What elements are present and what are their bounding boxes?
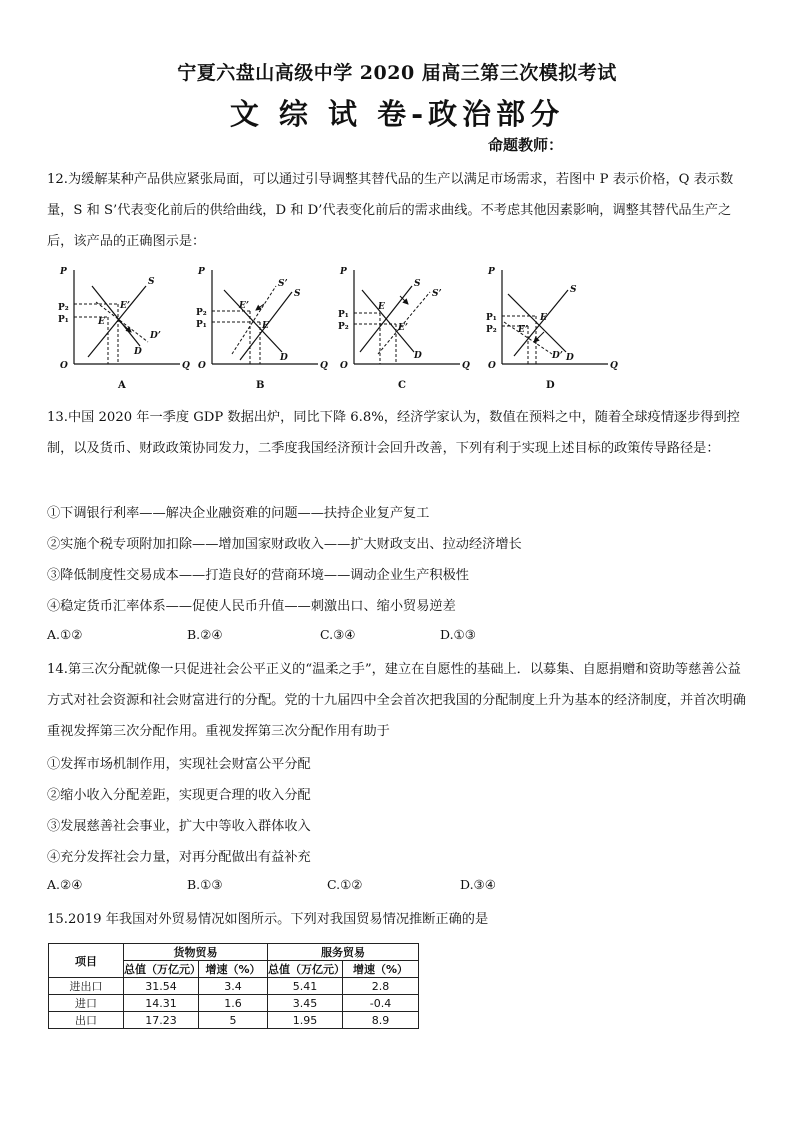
q13-option-a: A.①② (47, 627, 83, 642)
axis-p-label: P (340, 267, 347, 277)
price-label-top: P₁ (338, 310, 349, 320)
axis-q-label: Q (462, 361, 470, 371)
axis-q-label: Q (320, 361, 328, 371)
subheader-goods-growth: 增速（%） (199, 961, 268, 978)
axis-p-label: P (488, 267, 495, 277)
table-cell: 8.9 (343, 1012, 419, 1029)
q14-option-b: B.①③ (187, 877, 223, 892)
curve-label-s: S (570, 285, 577, 295)
row-label: 进口 (49, 995, 124, 1012)
price-label-bottom: P₂ (338, 322, 349, 332)
table-row (49, 995, 419, 1012)
curve-label-s: S (148, 277, 155, 287)
table-cell: 17.23 (124, 1012, 199, 1029)
axis-q-label: Q (610, 361, 618, 371)
price-label-bottom: P₁ (58, 315, 69, 325)
demand-curve (92, 286, 140, 346)
graph-caption: A (118, 380, 126, 391)
q13-item-2: ②实施个税专项附加扣除——增加国家财政收入——扩大财政支出、拉动经济增长 (47, 537, 522, 552)
equilibrium-label-bottom: E’ (398, 323, 408, 333)
graph-caption: D (546, 380, 555, 391)
q14-item-3: ③发展慈善社会事业，扩大中等收入群体收入 (47, 819, 311, 834)
origin-label: O (340, 361, 348, 371)
table-cell: 1.6 (199, 995, 268, 1012)
q14-item-4: ④充分发挥社会力量，对再分配做出有益补充 (47, 850, 311, 865)
table-cell: -0.4 (343, 995, 419, 1012)
graph-caption: B (256, 380, 265, 391)
q14-item-1: ①发挥市场机制作用，实现社会财富公平分配 (47, 757, 311, 772)
origin-label: O (60, 361, 68, 371)
supply-demand-graphs (58, 262, 738, 398)
subheader-services-growth: 增速（%） (343, 961, 419, 978)
table-cell: 3.45 (268, 995, 343, 1012)
curve-label-s: S (414, 279, 421, 289)
table-cell: 5.41 (268, 978, 343, 995)
q14-option-a: A.②④ (47, 877, 83, 892)
curve-label-s-prime: S’ (278, 279, 288, 289)
table-corner-header: 项目 (49, 944, 124, 978)
question-12-text: 12.为缓解某种产品供应紧张局面，可以通过引导调整其替代品的生产以满足市场需求，若图中 P 表示价格，Q 表示数量，S 和 S’代表变化前后的供给曲线，D 和 D’代表变化前后的需求曲线。不考虑其他因素影响，调整其替代品生产之后，该产品的正确图示是： (47, 172, 734, 249)
q13-item-1: ①下调银行利率——解决企业融资难的问题——扶持企业复产复工 (47, 506, 430, 521)
price-label-bottom: P₁ (196, 320, 207, 330)
exam-title: 宁夏六盘山高级中学 2020 届高三第三次模拟考试 (177, 62, 617, 84)
equilibrium-label-bottom: E (98, 317, 105, 327)
q13-option-d: D.①③ (440, 627, 476, 642)
q14-item-2: ②缩小收入分配差距，实现更合理的收入分配 (47, 788, 311, 803)
table-cell: 14.31 (124, 995, 199, 1012)
equilibrium-label-top: E (540, 313, 547, 323)
curve-label-s-prime: S’ (432, 289, 442, 299)
table-cell: 5 (199, 1012, 268, 1029)
subheader-goods-total: 总值（万亿元） (124, 961, 199, 978)
table-cell: 31.54 (124, 978, 199, 995)
axis-p-label: P (60, 267, 67, 277)
services-trade-header: 服务贸易 (268, 944, 419, 961)
axis-q-label: Q (182, 361, 190, 371)
origin-label: O (198, 361, 206, 371)
question-15-text: 15.2019 年我国对外贸易情况如图所示。下列对我国贸易情况推断正确的是 (47, 912, 489, 927)
graph-c (338, 267, 470, 391)
table-cell: 2.8 (343, 978, 419, 995)
graph-a (58, 267, 190, 391)
curve-label-d: D (134, 347, 142, 357)
table-cell: 3.4 (199, 978, 268, 995)
exam-subtitle: 文 综 试 卷-政治部分 (229, 97, 565, 131)
shift-arrow (118, 320, 131, 332)
price-label-bottom: P₂ (486, 325, 497, 335)
goods-trade-header: 货物贸易 (124, 944, 268, 961)
table-cell: 1.95 (268, 1012, 343, 1029)
equilibrium-label-bottom: E’ (518, 325, 528, 335)
q14-option-c: C.①② (327, 877, 363, 892)
trade-table (48, 943, 419, 1029)
q13-item-4: ④稳定货币汇率体系——促使人民币升值——刺激出口、缩小贸易逆差 (47, 599, 456, 614)
graph-d (486, 267, 618, 391)
table-row (49, 1012, 419, 1029)
curve-label-d: D (280, 353, 288, 363)
subheader-services-total: 总值（万亿元） (268, 961, 343, 978)
curve-label-d: D (414, 351, 422, 361)
row-label: 出口 (49, 1012, 124, 1029)
price-label-top: P₂ (196, 308, 207, 318)
origin-label: O (488, 361, 496, 371)
axis-p-label: P (198, 267, 205, 277)
graph-caption: C (398, 380, 406, 391)
question-14-text: 14.第三次分配就像一只促进社会公平正义的“温柔之手”，建立在自愿性的基础上．以募集、自愿捐赠和资助等慈善公益方式对社会资源和社会财富进行的分配。党的十九届四中全会首次把我国的分配制度上升为基本的经济制度，并首次明确重视发挥第三次分配作用。重视发挥第三次分配作用有助于 (47, 662, 746, 739)
author-label: 命题教师： (488, 136, 564, 154)
equilibrium-label-bottom: E (262, 321, 269, 331)
q13-item-3: ③降低制度性交易成本——打造良好的营商环境——调动企业生产积极性 (47, 568, 469, 583)
curve-label-d-prime: D’ (552, 351, 563, 361)
equilibrium-label-top: E (378, 302, 385, 312)
supply-curve-prime (232, 286, 276, 354)
row-label: 进出口 (49, 978, 124, 995)
curve-label-d-prime: D’ (150, 331, 161, 341)
graph-b (196, 267, 328, 391)
q14-option-d: D.③④ (460, 877, 496, 892)
graphs-svg (58, 262, 738, 394)
q13-option-c: C.③④ (320, 627, 356, 642)
curve-label-d: D (566, 353, 574, 363)
curve-label-s: S (294, 289, 301, 299)
question-13-text: 13.中国 2020 年一季度 GDP 数据出炉，同比下降 6.8%，经济学家认为，数值在预料之中，随着全球疫情逐步得到控制，以及货币、财政政策协同发力，二季度我国经济预计会回升改善，下列有利于实现上述目标的政策传导路径是： (47, 410, 740, 456)
price-label-top: P₂ (58, 303, 69, 313)
q13-option-b: B.②④ (187, 627, 223, 642)
price-label-top: P₁ (486, 313, 497, 323)
equilibrium-label-top: E’ (239, 301, 249, 311)
equilibrium-label-top: E’ (120, 301, 130, 311)
table-row (49, 978, 419, 995)
